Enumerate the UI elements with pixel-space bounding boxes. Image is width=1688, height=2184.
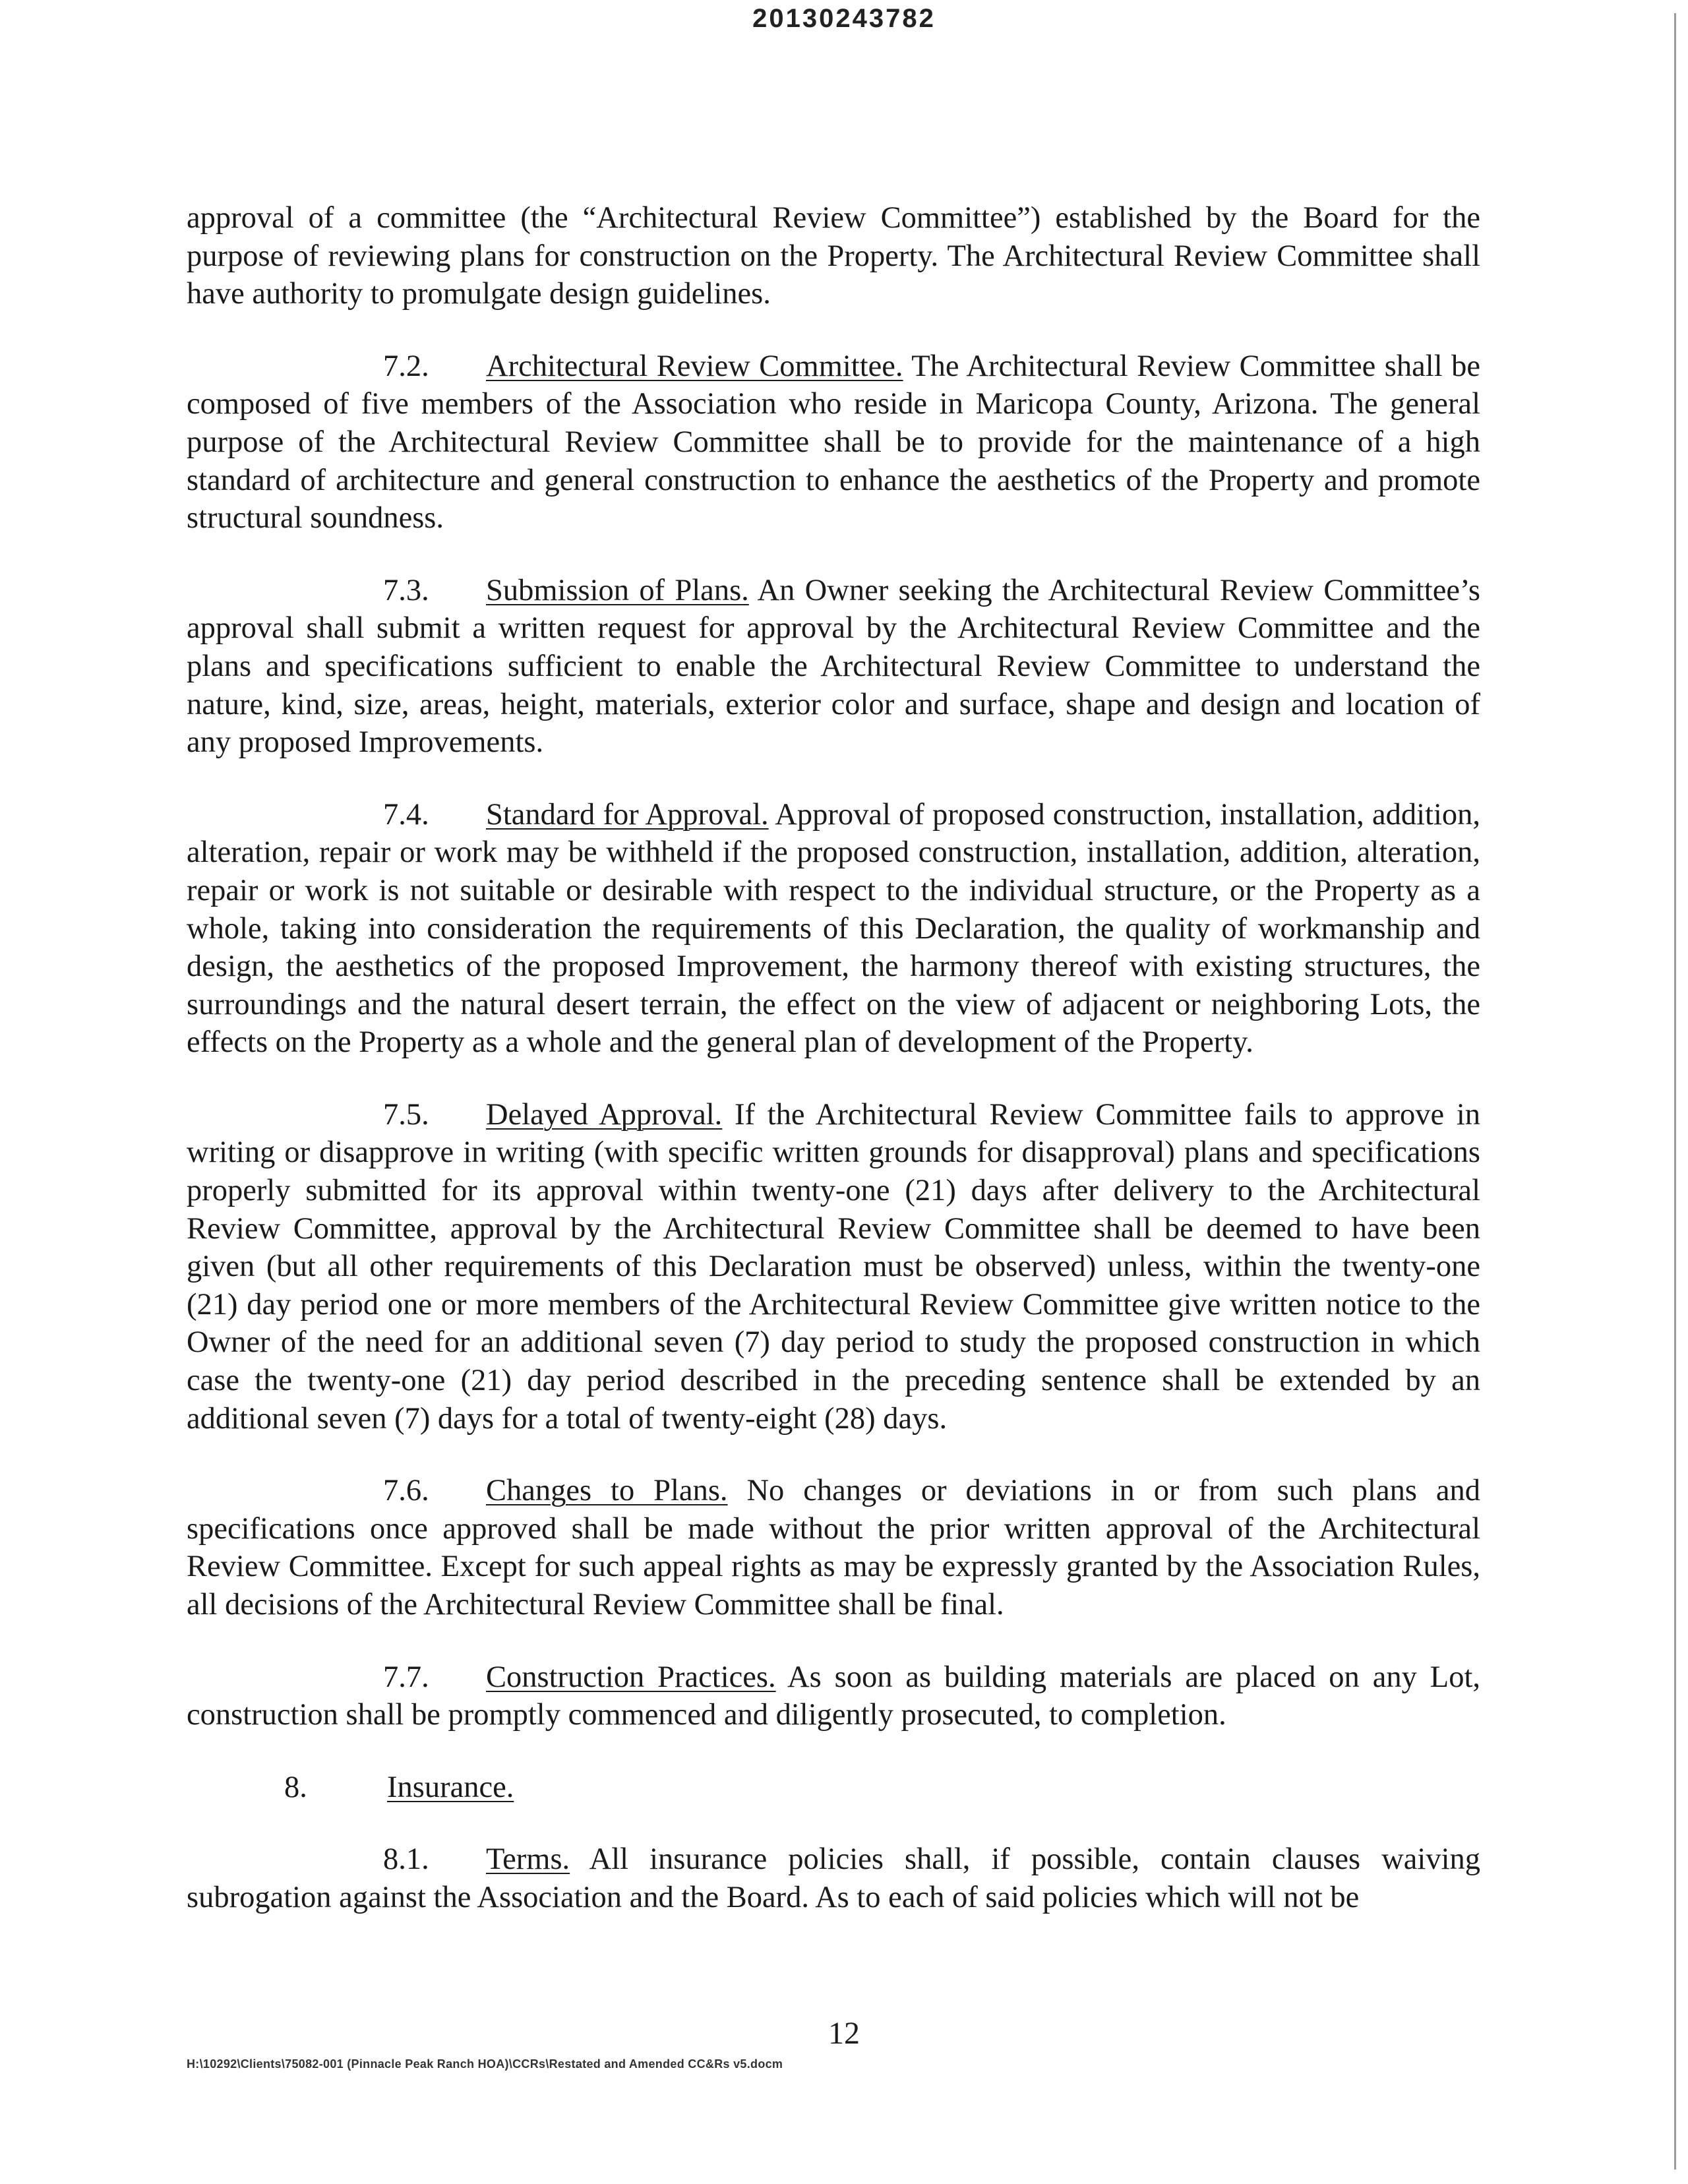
article-number: 8. [284,1770,307,1804]
section-7-6 [187,1472,1480,1623]
section-heading: Changes to Plans. [486,1474,728,1508]
section-text: An Owner seeking the Architectural Review Committee’s approval shall submit a written request for approval by the Architectural Review Committee and the plans and specifications sufficient to enable the Architectural Review Committee to understand the nature, kind, size, areas, height, materials, exterior color and surface, shape and design and location of any proposed Improvements. [187,573,1481,760]
section-number: 7.4. [383,797,429,832]
section-number: 7.3. [383,573,429,607]
section-text: All insurance policies shall, if possible, contain clauses waiving subrogation against the Association and the Board. As to each of said policies which will not be [187,1842,1480,1914]
section-heading: Standard for Approval. [486,797,769,832]
section-8-1 [187,1840,1480,1916]
section-text: If the Architectural Review Committee fails to approve in writing or disapprove in writing (with specific written grounds for disapproval) plans and specifications properly submitted for its approval within twenty-one (21) days after delivery to the Architectural Review Committee, approval by the Architectural Review Committee shall be deemed to have been given (but all other requirements of this Declaration must be observed) unless, within the twenty-one (21) day period one or more members of the Architectural Review Committee give written notice to the Owner of the need for an additional seven (7) day period to study the proposed construction in which case the twenty-one (21) day period described in the preceding sentence shall be extended by an additional seven (7) days for a total of twenty-eight (28) days. [187,1097,1481,1436]
section-number: 7.2. [383,349,429,383]
section-text: Approval of proposed construction, installation, addition, alteration, repair or work may be withheld if the proposed construction, installation, addition, alteration, repair or work is not suitable or desirable with respect to the individual structure, or the Property as a whole, taking into consideration the requirements of this Declaration, the quality of workmanship and design, the aesthetics of the proposed Improvement, the harmony thereof with existing structures, the surroundings and the natural desert terrain, the effect on the view of adjacent or neighboring Lots, the effects on the Property as a whole and the general plan of development of the Property. [187,797,1480,1060]
section-number: 7.6. [383,1474,429,1508]
section-number: 7.7. [383,1660,429,1694]
section-heading: Submission of Plans. [486,573,749,607]
section-text: No changes or deviations in or from such plans and specifications once approved shall be made without the prior written approval of the Architectural Review Committee. Except for such appeal rights as may be expressly granted by the Association Rules, all decisions of the Architectural Review Committee shall be final. [187,1474,1481,1622]
scan-edge-line [1674,13,1676,2169]
article-8 [187,1769,1480,1807]
section-7-3 [187,572,1480,762]
section-number: 7.5. [383,1097,429,1132]
section-text: The Architectural Review Committee shall be composed of five members of the Association who reside in Maricopa County, Arizona. The general purpose of the Architectural Review Committee shall be to provide for the maintenance of a high standard of architecture and general construction to enhance the aesthetics of the Property and promote structural soundness. [187,349,1480,535]
section-number: 8.1. [383,1842,429,1877]
article-heading: Insurance. [387,1770,514,1804]
section-heading: Architectural Review Committee. [486,349,903,383]
section-text: As soon as building materials are placed on any Lot, construction shall be promptly commenced and diligently prosecuted, to completion. [187,1660,1480,1732]
section-heading: Construction Practices. [486,1660,776,1694]
document-number: 20130243782 [752,4,936,33]
page-number: 12 [828,2016,860,2051]
section-7-2 [187,348,1480,537]
section-heading: Terms. [486,1842,570,1877]
section-7-4 [187,796,1480,1062]
section-7-5 [187,1096,1480,1438]
section-heading: Delayed Approval. [486,1097,723,1132]
intro-paragraph: approval of a committee (the “Architectural Review Committee”) established by the Board for the purpose of reviewing plans for construction on the Property. The Architectural Review Committee shall have authority to promulgate design guidelines. [187,201,1480,311]
footer-file-path: H:\10292\Clients\75082-001 (Pinnacle Peak Ranch HOA)\CCRs\Restated and Amended CC&Rs v5.docm [187,2057,783,2071]
document-body [187,199,1480,1951]
section-7-7 [187,1658,1480,1734]
